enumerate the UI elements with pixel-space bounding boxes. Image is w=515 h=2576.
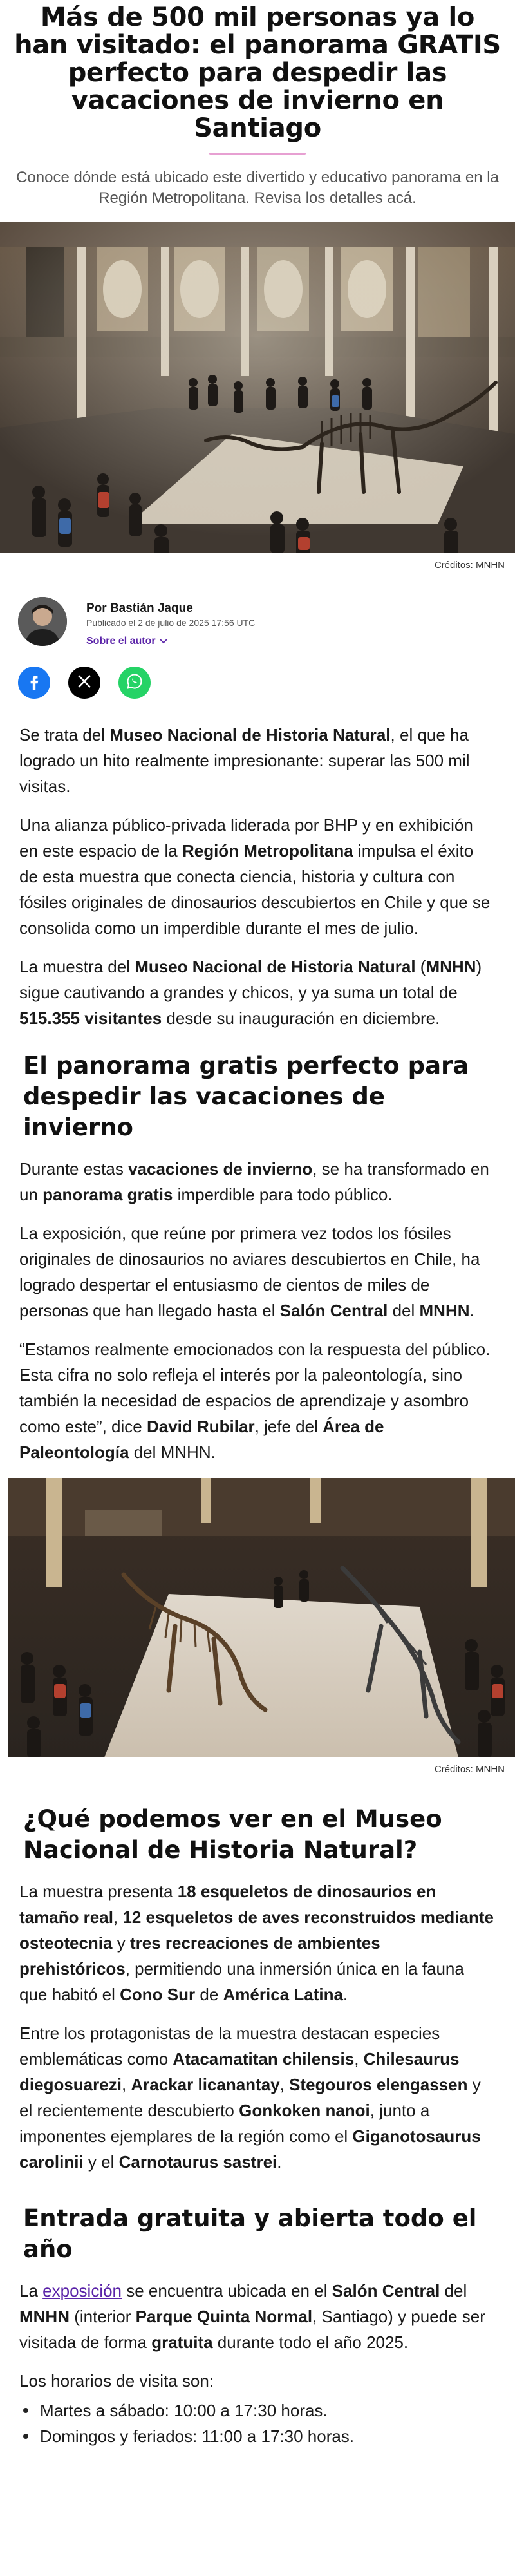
share-buttons [0,667,515,699]
quote-paragraph: “Estamos realmente emocionados con la respuesta del público. Esta cifra no solo refleja el interés por la paleontología, sino también la necesidad de espacios de aprendizaje y asombro como este”, dice David Rubilar, jefe del Área de Paleontología del MNHN. [19,1340,491,1462]
paragraph: Durante estas vacaciones de invierno, se ha transformado en un panorama gratis imperdible para todo público. [19,1159,489,1204]
paragraph: La muestra presenta 18 esqueletos de dinosaurios en tamaño real, 12 esqueletos de aves reconstruidos mediante osteotecnia y tres recreaciones de ambientes prehistóricos, permitiendo una inmersión única en la fauna que habitó el Cono Sur de América Latina. [19,1882,494,2004]
hero-photo-credit: Créditos: MNHN [434,560,505,571]
article-headline: Más de 500 mil personas ya lo han visitado: el panorama GRATIS perfecto para despedir las vacaciones de invierno en Santiago [14,3,501,143]
headline-accent-divider [209,153,306,155]
paragraph: La muestra del Museo Nacional de Historia Natural (MNHN) sigue cautivando a grandes y chicos, y ya suma un total de 515.355 visitantes desde su inauguración en diciembre. [19,957,482,1028]
paragraph: Se trata del Museo Nacional de Historia Natural, el que ha logrado un hito realmente impresionante: superar las 500 mil visitas. [19,725,470,796]
whatsapp-icon [126,672,144,693]
chevron-down-icon [160,637,167,646]
article-body-continued [0,1804,515,2449]
whatsapp-share-button[interactable] [118,667,151,699]
paragraph: Los horarios de visita son: [19,2371,214,2391]
facebook-icon [26,673,42,692]
exhibition-photo [8,1478,515,1757]
publish-date: Publicado el 2 de julio de 2025 17:56 UTC [86,618,256,628]
section-heading: El panorama gratis perfecto para despedir las vacaciones de invierno [23,1052,469,1141]
author-avatar[interactable] [18,597,67,646]
paragraph: Una alianza público-privada liderada por BHP y en exhibición en este espacio de la Región Metropolitana impulsa el éxito de esta muestra que conecta ciencia, historia y cultura con fósiles originales de dinosaurios descubiertos en Chile y que se consolida como un imperdible durante el mes de julio. [19,815,491,938]
bullet-icon [23,2408,28,2413]
x-icon [77,674,92,692]
list-item: Domingos y feriados: 11:00 a 17:30 horas. [23,2423,494,2449]
about-author-label: Sobre el autor [86,636,156,647]
hero-photo [0,222,515,553]
paragraph: La exposición se encuentra ubicada en el Salón Central del MNHN (interior Parque Quinta Normal, Santiago) y puede ser visitada de forma gratuita durante todo el año 2025. [19,2281,485,2352]
section-heading: ¿Qué podemos ver en el Museo Nacional de Historia Natural? [23,1805,442,1864]
exhibition-photo-credit: Créditos: MNHN [434,1764,505,1775]
author-byline[interactable]: Por Bastián Jaque [86,601,193,615]
exposicion-link[interactable]: exposición [42,2281,122,2300]
visiting-hours-list [19,2398,494,2449]
list-item: Martes a sábado: 10:00 a 17:30 horas. [23,2398,494,2423]
paragraph: Entre los protagonistas de la muestra destacan especies emblemáticas como Atacamatitan chilensis, Chilesaurus diegosuarezi, Arackar licanantay, Stegouros elengassen y el recientemente descubierto Gonkoken nanoi, junto a imponentes ejemplares de la región como el Giganotosaurus carolinii y el Carnotaurus sastrei. [19,2023,481,2172]
about-author-toggle[interactable] [86,636,167,647]
article-deck: Conoce dónde está ubicado este divertido y educativo panorama en la Región Metropolitana. Revisa los detalles acá. [16,169,499,207]
section-heading: Entrada gratuita y abierta todo el año [23,2204,477,2263]
x-share-button[interactable] [68,667,100,699]
author-block [0,597,515,647]
article-body [0,722,515,1465]
bullet-icon [23,2434,28,2439]
paragraph: La exposición, que reúne por primera vez todos los fósiles originales de dinosaurios no aviares descubiertos en Chile, ha logrado despertar el entusiasmo de cientos de miles de personas que han llegado hasta el Salón Central del MNHN. [19,1224,480,1320]
facebook-share-button[interactable] [18,667,50,699]
